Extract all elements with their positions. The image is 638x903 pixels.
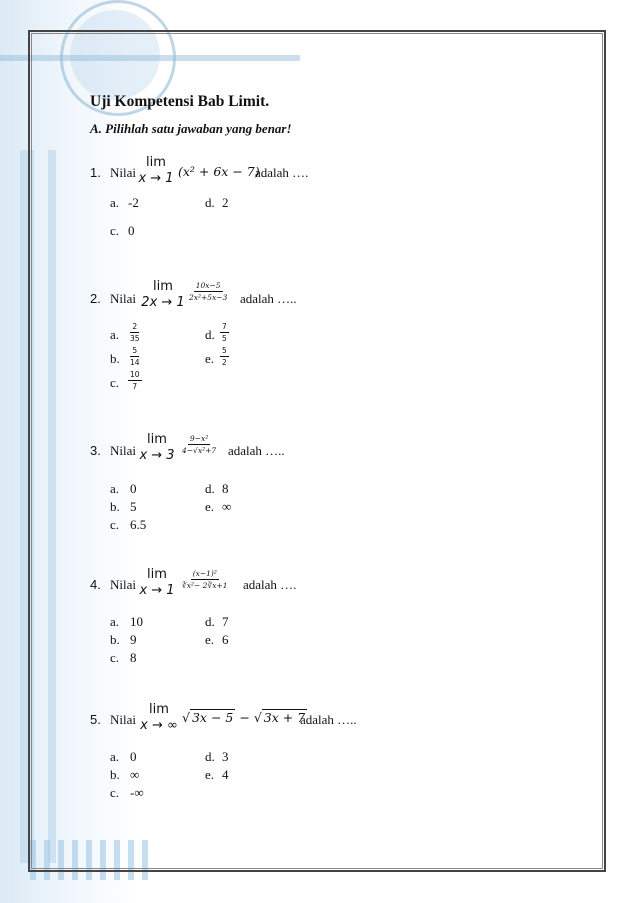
fraction-numerator: (x−1)² <box>192 569 217 578</box>
option-label: c. <box>110 517 120 532</box>
option-label: e. <box>205 632 215 647</box>
option-label: c. <box>110 375 120 390</box>
minus-sign: − <box>239 710 250 725</box>
fraction-numerator: 10x−5 <box>195 281 221 290</box>
limit-approach: x → 1 <box>139 583 175 598</box>
option-value: -∞ <box>130 785 144 800</box>
option-value: -2 <box>128 195 139 210</box>
question-number: 2. <box>90 291 101 306</box>
fraction-denominator: 7 <box>132 382 138 391</box>
square-root: √ 3x − 5 <box>182 710 234 725</box>
limit-operator <box>138 155 174 187</box>
option-label: d. <box>205 327 215 342</box>
option-value: 8 <box>222 481 229 496</box>
option-label: b. <box>110 499 120 514</box>
fraction-numerator: 9−x² <box>189 434 209 443</box>
limit-expression <box>182 710 307 725</box>
fraction-numerator: 2 <box>132 322 138 331</box>
fraction <box>180 434 218 455</box>
question-number: 4. <box>90 577 101 592</box>
question-number: 5. <box>90 712 101 727</box>
option-label: d. <box>205 195 215 210</box>
option-label: a. <box>110 481 120 496</box>
option-value: 2 <box>222 195 229 210</box>
limit-label: lim <box>149 702 169 717</box>
option-value: 3 <box>222 749 229 764</box>
option-fraction <box>128 346 142 367</box>
limit-operator <box>138 567 176 599</box>
question-prefix: Nilai <box>110 712 136 727</box>
fraction-denominator: 2x²+5x−3 <box>189 293 228 302</box>
fraction-numerator: 5 <box>132 346 138 355</box>
option-label: e. <box>205 767 215 782</box>
question-prefix: Nilai <box>110 165 136 180</box>
fraction-denominator: 2 <box>222 358 227 367</box>
limit-operator <box>140 702 178 734</box>
option-value: 0 <box>130 749 137 764</box>
option-fraction <box>220 346 229 367</box>
option-label: c. <box>110 650 120 665</box>
option-value: 6 <box>222 632 229 647</box>
radicand: 3x − 5 <box>191 710 234 725</box>
option-fraction <box>220 322 229 343</box>
option-label: c. <box>110 785 120 800</box>
square-root: √ 3x + 7 <box>253 710 306 725</box>
option-label: a. <box>110 614 120 629</box>
instruction-text: A. Pilihlah satu jawaban yang benar! <box>90 121 292 136</box>
radicand: 3x + 7 <box>263 710 306 725</box>
option-label: a. <box>110 749 120 764</box>
option-value: 9 <box>130 632 137 647</box>
page-title: Uji Kompetensi Bab Limit. <box>90 93 270 110</box>
option-value: 8 <box>130 650 137 665</box>
option-fraction <box>128 370 142 391</box>
option-value: 5 <box>130 499 137 514</box>
option-label: a. <box>110 327 120 342</box>
limit-operator <box>138 432 176 464</box>
question-suffix: adalah …. <box>243 577 297 592</box>
fraction-numerator: 7 <box>222 322 227 331</box>
limit-approach: x → 1 <box>138 171 174 186</box>
option-value: 10 <box>130 614 143 629</box>
fraction <box>187 281 229 302</box>
limit-label: lim <box>146 155 166 170</box>
option-value: 7 <box>222 614 229 629</box>
fraction-denominator: 4−√x²+7 <box>182 446 217 455</box>
fraction-numerator: 10 <box>130 370 140 379</box>
fraction-denominator: ∛x²− 2∛x+1 <box>182 581 228 590</box>
option-label: d. <box>205 614 215 629</box>
fraction <box>180 569 230 590</box>
question-suffix: adalah ….. <box>300 712 357 727</box>
limit-approach: x → 3 <box>139 448 175 463</box>
fraction-denominator: 35 <box>130 334 140 343</box>
option-value: ∞ <box>130 767 140 782</box>
option-value: 6.5 <box>130 517 147 532</box>
option-label: c. <box>110 223 120 238</box>
option-label: b. <box>110 351 120 366</box>
option-fraction <box>128 322 142 343</box>
option-value: 0 <box>130 481 137 496</box>
question-prefix: Nilai <box>110 443 136 458</box>
limit-expression: (x² + 6x − 7) <box>178 164 260 179</box>
option-label: e. <box>205 499 215 514</box>
limit-label: lim <box>147 567 167 582</box>
question-prefix: Nilai <box>110 291 136 306</box>
option-value: 0 <box>128 223 135 238</box>
option-value: 4 <box>222 767 229 782</box>
option-value: ∞ <box>222 499 232 514</box>
option-label: d. <box>205 749 215 764</box>
option-label: d. <box>205 481 215 496</box>
fraction-denominator: 14 <box>130 358 140 367</box>
option-label: a. <box>110 195 120 210</box>
question-number: 1. <box>90 165 101 180</box>
limit-label: lim <box>147 432 167 447</box>
option-label: e. <box>205 351 215 366</box>
question-suffix: adalah ….. <box>240 291 297 306</box>
question-suffix: adalah …. <box>255 165 309 180</box>
option-label: b. <box>110 632 120 647</box>
limit-approach: x → ∞ <box>140 718 178 733</box>
limit-label: lim <box>153 279 173 294</box>
question-prefix: Nilai <box>110 577 136 592</box>
question-number: 3. <box>90 443 101 458</box>
question-suffix: adalah ….. <box>228 443 285 458</box>
fraction-denominator: 5 <box>222 334 227 343</box>
limit-operator <box>140 279 186 311</box>
limit-approach: 2x → 1 <box>141 295 185 310</box>
option-label: b. <box>110 767 120 782</box>
fraction-numerator: 5 <box>222 346 227 355</box>
